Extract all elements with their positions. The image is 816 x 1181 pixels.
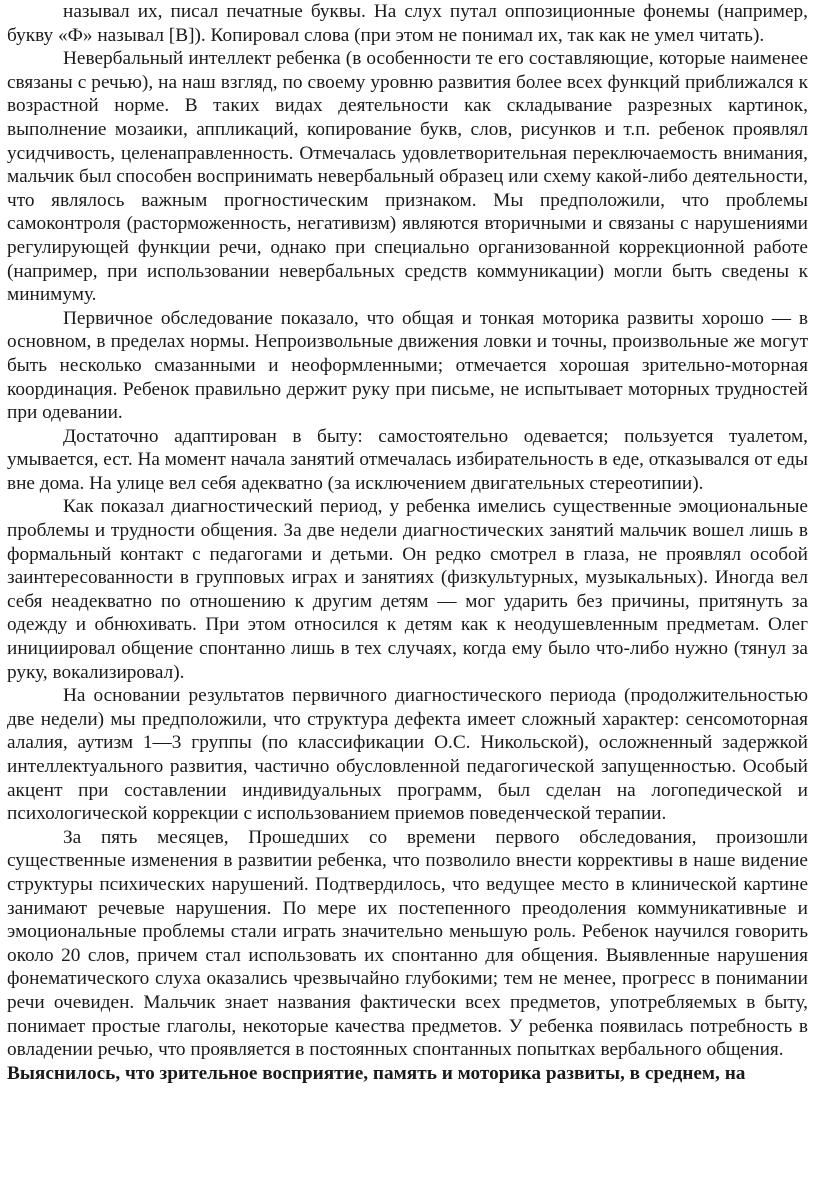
paragraph-motor-skills: Первичное обследование показало, что общая и тонкая моторика развиты хорошо — в основном, в пределах нормы. Непроизвольные движения ловки и точны, произвольные же могут быть несколько смазанными и неоформленными; отмечается хорошая зрительно-моторная координация. Ребенок правильно держит руку при письме, не испытывает моторных трудностей при одевании. xyxy=(7,307,808,424)
paragraph-defect-structure: На основании результатов первичного диагностического периода (продолжительностью две недели) мы предположили, что структура дефекта имеет сложный характер: сенсомоторная алалия, аутизм 1—3 группы (по классификации О.С. Никольской), осложненный задержкой интеллектуального развития, частично обусловленной педагогической запущенностью. Особый акцент при составлении индивидуальных программ, был сделан на логопедической и психологической коррекции с использованием приемов поведенческой терапии. xyxy=(7,685,808,825)
paragraph-adaptation: Достаточно адаптирован в быту: самостоятельно одевается; пользуется туалетом, умывается, ест. На момент начала занятий отмечалась избирательность в еде, отказывался от еды вне дома. На улице вел себя адекватно (за исключением двигательных стереотипии). xyxy=(7,425,808,494)
paragraph-diagnostic-period: Как показал диагностический период, у ребенка имелись существенные эмоциональные проблемы и трудности общения. За две недели диагностических занятий мальчик вошел лишь в формальный контакт с педагогами и детьми. Он редко смотрел в глаза, не проявлял особой заинтересованности в групповых играх и занятиях (физкультурных, музыкальных). Иногда вел себя неадекватно по отношению к другим детям — мог ударить без причины, притянуть за одежду и обнюхивать. При этом относился к детям как к неодушевленным предметам. Олег инициировал общение спонтанно лишь в тех случаях, когда ему было что-либо нужно (тянул за руку, вокализировал). xyxy=(7,496,808,683)
paragraph-continuation: называл их, писал печатные буквы. На слух путал оппозиционные фонемы (например, букву «Ф» называл [В]). Копировал слова (при этом не понимал их, так как не умел читать). xyxy=(7,1,808,46)
paragraph-nonverbal-intellect: Невербальный интеллект ребенка (в особенности те его составляющие, которые наименее связаны с речью), на наш взгляд, по своему уровню развития более всех функций приближался к возрастной норме. В таких видах деятельности как складывание разрезных картинок, выполнение мозаики, аппликаций, копирование букв, слов, рисунков и т.п. ребенок проявлял усидчивость, целенаправленность. Отмечалась удовлетворительная переключаемость внимания, мальчик был способен воспринимать невербальный образец или схему какой-либо деятельности, что являлось важным прогностическим признаком. Мы предположили, что проблемы самоконтроля (расторможенность, негативизм) являются вторичными и связаны с нарушениями регулирующей функции речи, однако при специально организованной коррекционной работе (например, при использовании невербальных средств коммуникации) могли быть сведены к минимуму. xyxy=(7,48,808,306)
bold-finding-line: Выяснилось, что зрительное восприятие, память и моторика развиты, в среднем, на xyxy=(7,1062,746,1084)
paragraph-five-months: За пять месяцев, Прошедших со времени первого обследования, произошли существенные изменения в развитии ребенка, что позволило внести коррективы в наше видение структуры психических нарушений. Подтвердилось, что ведущее место в клинической картине занимают речевые нарушения. По мере их постепенного преодоления коммуникативные и эмоциональные проблемы стали играть значительно меньшую роль. Ребенок научился говорить около 20 слов, причем стал использовать их спонтанно для общения. Выявленные нарушения фонематического слуха оказались чрезвычайно глубокими; тем не менее, прогресс в понимании речи очевиден. Мальчик знает названия фактически всех предметов, употребляемых в быту, понимает простые глаголы, некоторые качества предметов. У ребенка появилась потребность в овладении речью, что проявляется в постоянных спонтанных попытках вербального общения. xyxy=(7,826,808,1061)
